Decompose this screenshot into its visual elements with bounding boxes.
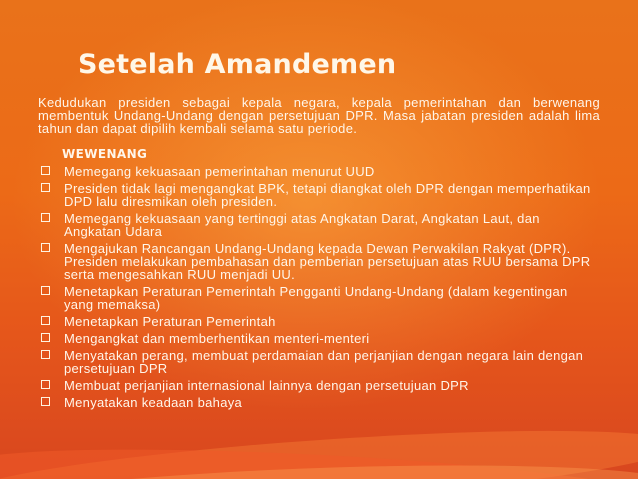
square-bullet-icon — [41, 286, 50, 295]
list-item — [40, 332, 600, 345]
list-item — [40, 165, 600, 178]
list-item — [40, 212, 600, 238]
slide-title: Setelah Amandemen — [78, 49, 397, 80]
square-bullet-icon — [41, 243, 50, 252]
square-bullet-icon — [41, 166, 50, 175]
list-item-text: Mengangkat dan memberhentikan menteri-menteri — [64, 331, 370, 346]
square-bullet-icon — [41, 333, 50, 342]
square-bullet-icon — [41, 380, 50, 389]
square-bullet-icon — [41, 397, 50, 406]
square-bullet-icon — [41, 350, 50, 359]
list-item-text: Memegang kekuasaan yang tertinggi atas Angkatan Darat, Angkatan Laut, dan Angkatan Udara — [64, 211, 540, 239]
list-item — [40, 379, 600, 392]
list-item — [40, 285, 600, 311]
list-item — [40, 182, 600, 208]
list-item-text: Membuat perjanjian internasional lainnya dengan persetujuan DPR — [64, 378, 469, 393]
list-item — [40, 349, 600, 375]
list-item-text: Mengajukan Rancangan Undang-Undang kepada Dewan Perwakilan Rakyat (DPR). Presiden melakukan pembahasan dan pemberian persetujuan atas RUU bersama DPR serta mengesahkan RUU menjadi UU. — [64, 241, 591, 282]
section-heading: WEWENANG — [62, 147, 148, 161]
list-item — [40, 242, 600, 281]
authority-list — [40, 165, 600, 413]
square-bullet-icon — [41, 213, 50, 222]
square-bullet-icon — [41, 183, 50, 192]
list-item-text: Presiden tidak lagi mengangkat BPK, tetapi diangkat oleh DPR dengan memperhatikan DPD lalu diresmikan oleh presiden. — [64, 181, 591, 209]
list-item-text: Memegang kekuasaan pemerintahan menurut UUD — [64, 164, 375, 179]
list-item-text: Menyatakan perang, membuat perdamaian dan perjanjian dengan negara lain dengan persetujuan DPR — [64, 348, 584, 376]
square-bullet-icon — [41, 316, 50, 325]
list-item — [40, 396, 600, 409]
list-item-text: Menyatakan keadaan bahaya — [64, 395, 243, 410]
list-item-text: Menetapkan Peraturan Pemerintah — [64, 314, 276, 329]
intro-paragraph: Kedudukan presiden sebagai kepala negara, kepala pemerintahan dan berwenang membentuk Undang-Undang dengan persetujuan DPR. Masa jabatan presiden adalah lima tahun dan dapat dipilih kembali selama satu periode. — [38, 95, 600, 136]
list-item — [40, 315, 600, 328]
list-item-text: Menetapkan Peraturan Pemerintah Pengganti Undang-Undang (dalam kegentingan yang memaksa) — [64, 284, 568, 312]
